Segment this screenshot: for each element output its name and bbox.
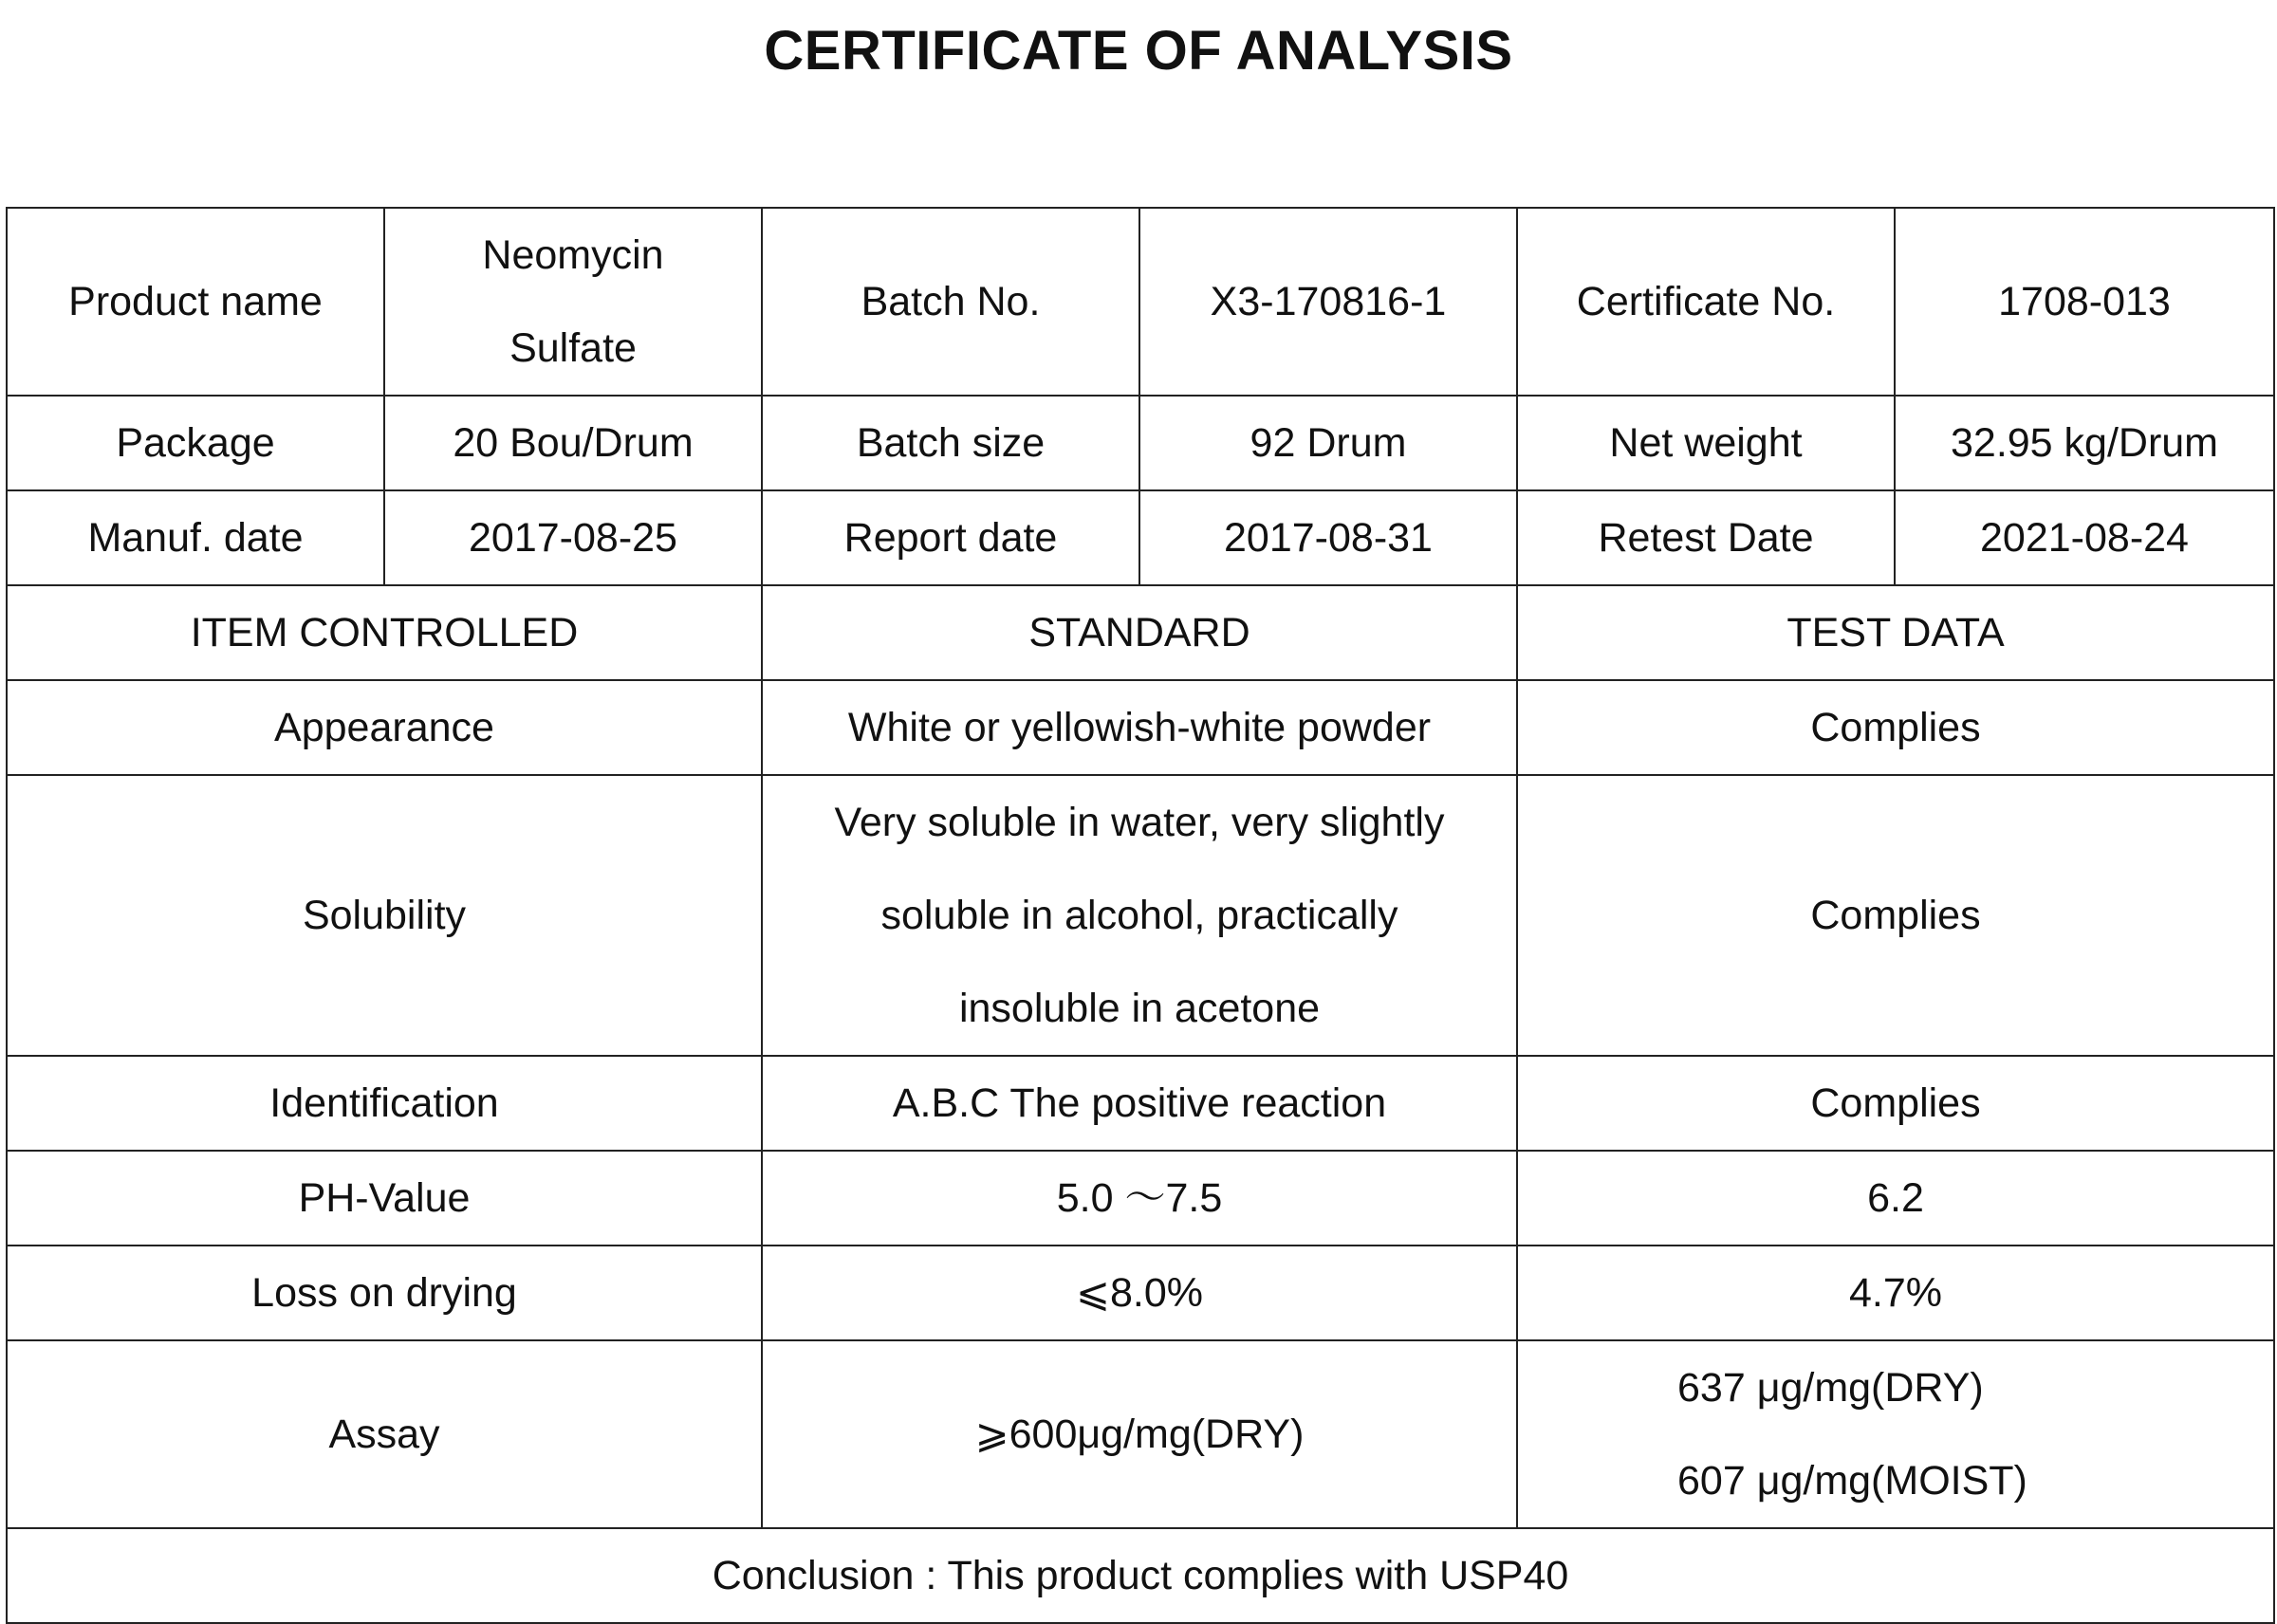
identification-standard: A.B.C The positive reaction — [762, 1056, 1517, 1151]
ph-result: 6.2 — [1517, 1151, 2274, 1246]
column-header-test-data: TEST DATA — [1517, 585, 2274, 680]
column-header-row — [7, 585, 2274, 680]
batch-no-value: X3-170816-1 — [1139, 208, 1517, 396]
report-date-value: 2017-08-31 — [1139, 490, 1517, 585]
appearance-standard: White or yellowish-white powder — [762, 680, 1517, 775]
table-row — [7, 680, 2274, 775]
product-name-value — [384, 208, 762, 396]
appearance-item: Appearance — [7, 680, 762, 775]
assay-standard: ⩾600μg/mg(DRY) — [762, 1340, 1517, 1528]
ph-item: PH-Value — [7, 1151, 762, 1246]
table-row — [7, 1056, 2274, 1151]
solubility-standard-line-3: insoluble in acetone — [958, 986, 1321, 1031]
solubility-result: Complies — [1517, 775, 2274, 1056]
solubility-standard — [762, 775, 1517, 1056]
table-row — [7, 775, 2274, 1056]
net-weight-value: 32.95 kg/Drum — [1895, 396, 2274, 490]
assay-result-dry: 637 μg/mg(DRY) — [1677, 1365, 1984, 1411]
manuf-date-value: 2017-08-25 — [384, 490, 762, 585]
solubility-standard-line-1: Very soluble in water, very slightly — [834, 800, 1445, 845]
loss-on-drying-standard: ⩽8.0% — [762, 1246, 1517, 1340]
assay-result — [1517, 1340, 2274, 1528]
net-weight-label: Net weight — [1517, 396, 1895, 490]
product-name-line-1: Neomycin — [482, 232, 664, 278]
assay-item: Assay — [7, 1340, 762, 1528]
batch-size-label: Batch size — [762, 396, 1139, 490]
report-date-label: Report date — [762, 490, 1139, 585]
table-row — [7, 1246, 2274, 1340]
table-row — [7, 490, 2274, 585]
table-row — [7, 1340, 2274, 1528]
solubility-item: Solubility — [7, 775, 762, 1056]
product-name-label: Product name — [7, 208, 384, 396]
column-header-item: ITEM CONTROLLED — [7, 585, 762, 680]
ph-standard: 5.0 ～7.5 — [762, 1151, 1517, 1246]
column-header-standard: STANDARD — [762, 585, 1517, 680]
assay-result-moist: 607 μg/mg(MOIST) — [1677, 1458, 2027, 1504]
analysis-table — [6, 207, 2275, 1624]
package-label: Package — [7, 396, 384, 490]
table-row — [7, 208, 2274, 396]
appearance-result: Complies — [1517, 680, 2274, 775]
conclusion-row — [7, 1528, 2274, 1623]
table-row — [7, 1151, 2274, 1246]
conclusion-text: Conclusion : This product complies with USP40 — [7, 1528, 2274, 1623]
package-value: 20 Bou/Drum — [384, 396, 762, 490]
loss-on-drying-item: Loss on drying — [7, 1246, 762, 1340]
solubility-standard-line-2: soluble in alcohol, practically — [880, 893, 1398, 938]
identification-item: Identification — [7, 1056, 762, 1151]
identification-result: Complies — [1517, 1056, 2274, 1151]
certificate-no-value: 1708-013 — [1895, 208, 2274, 396]
product-name-line-2: Sulfate — [509, 325, 637, 371]
manuf-date-label: Manuf. date — [7, 490, 384, 585]
table-row — [7, 396, 2274, 490]
certificate-no-label: Certificate No. — [1517, 208, 1895, 396]
retest-date-value: 2021-08-24 — [1895, 490, 2274, 585]
batch-size-value: 92 Drum — [1139, 396, 1517, 490]
batch-no-label: Batch No. — [762, 208, 1139, 396]
page-title: CERTIFICATE OF ANALYSIS — [764, 20, 1513, 82]
loss-on-drying-result: 4.7% — [1517, 1246, 2274, 1340]
retest-date-label: Retest Date — [1517, 490, 1895, 585]
